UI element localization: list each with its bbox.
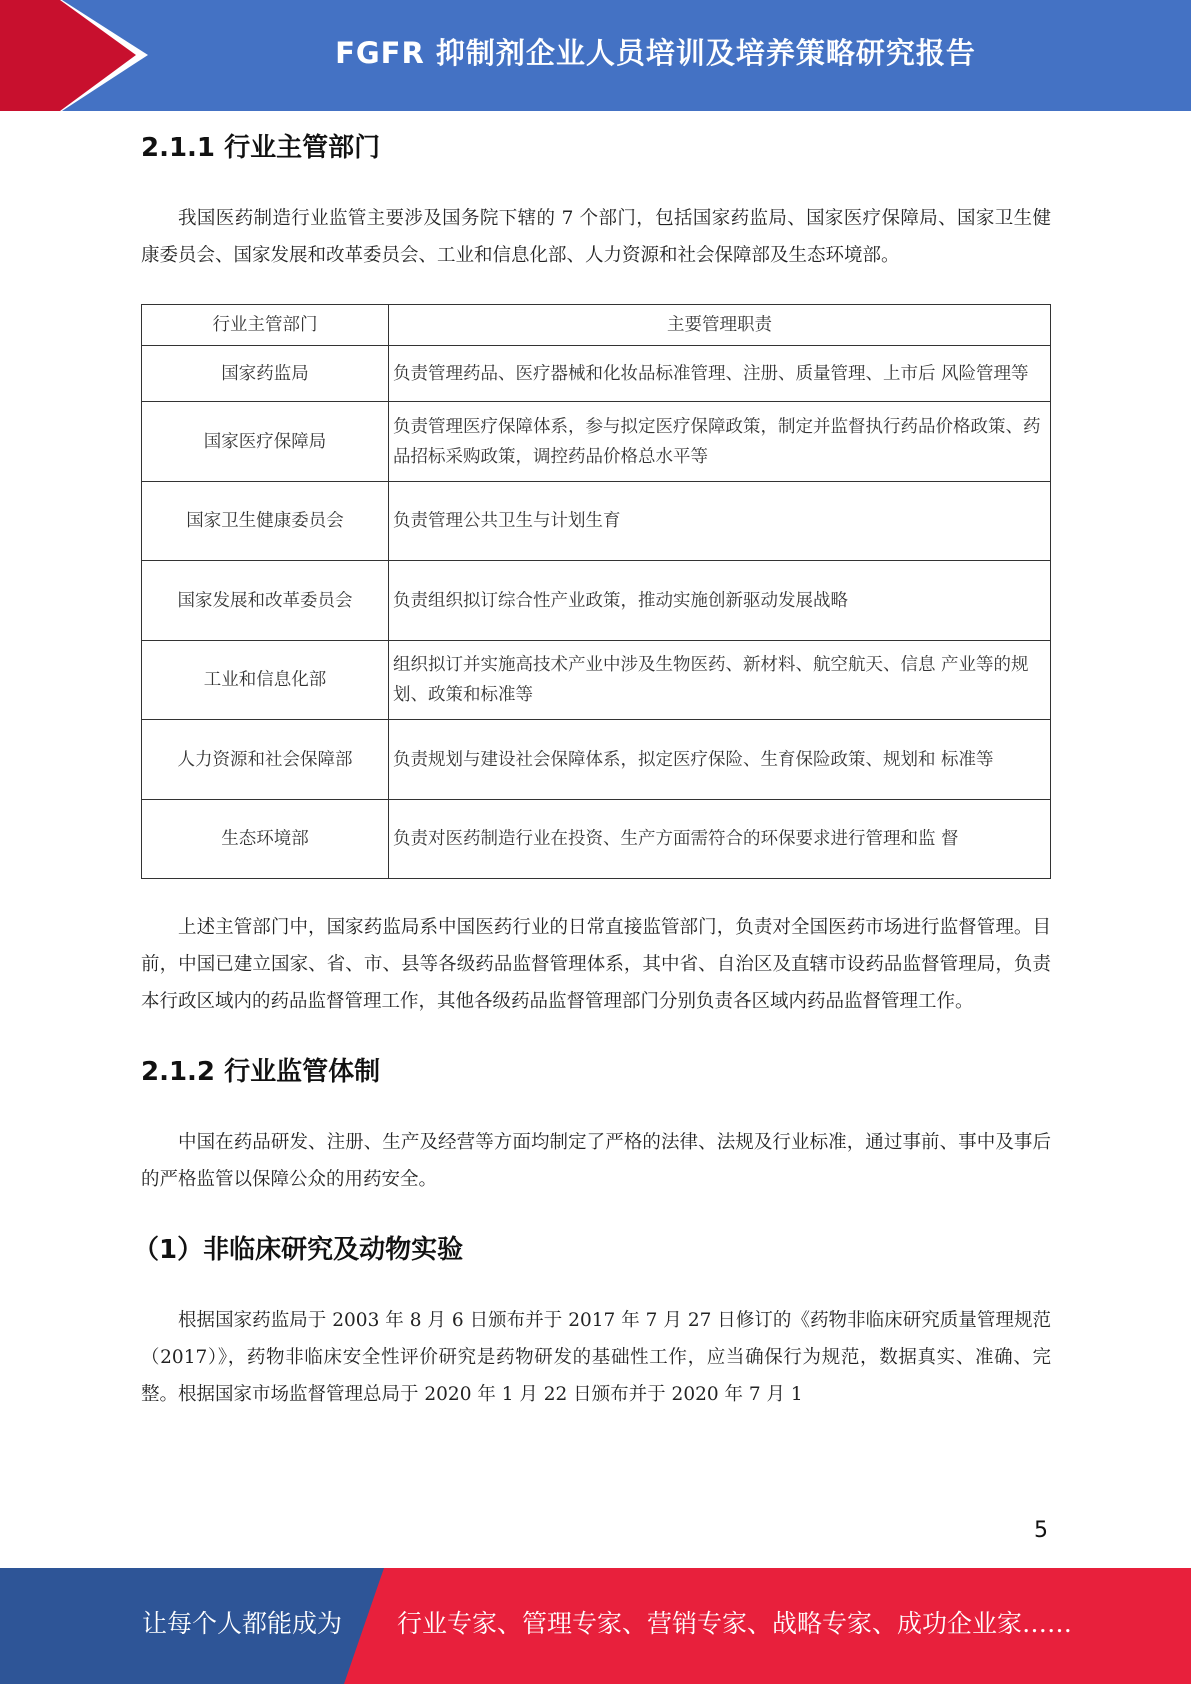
table-header-row [142, 305, 1051, 346]
table-cell-dept: 生态环境部 [142, 800, 389, 879]
table-header-dept: 行业主管部门 [142, 305, 389, 346]
page-number: 5 [1034, 1518, 1048, 1543]
footer-slogan-left: 让每个人都能成为 [142, 1609, 343, 1638]
table-header-duty: 主要管理职责 [389, 305, 1051, 346]
table-cell-duty: 负责组织拟订综合性产业政策，推动实施创新驱动发展战略 [389, 561, 1051, 641]
table-cell-dept: 人力资源和社会保障部 [142, 720, 389, 800]
table-cell-duty: 负责规划与建设社会保障体系，拟定医疗保险、生育保险政策、规划和 标准等 [389, 720, 1051, 800]
section-heading-2-1-2: 2.1.2 行业监管体制 [141, 1057, 381, 1087]
subsection-heading-nonclinical: （1）非临床研究及动物实验 [133, 1235, 464, 1265]
section-1-followup-paragraph: 上述主管部门中，国家药监局系中国医药行业的日常直接监管部门，负责对全国医药市场进行监督管理。目前，中国已建立国家、省、市、县等各级药品监督管理体系，其中省、自治区及直辖市设药品监督管理局，负责本行政区域内的药品监督管理工作，其他各级药品监督管理部门分别负责各区域内药品监督管理工作。 [141, 917, 1051, 1012]
table-row [142, 346, 1051, 402]
table-cell-dept: 工业和信息化部 [142, 641, 389, 720]
section-1-intro-paragraph: 我国医药制造行业监管主要涉及国务院下辖的 7 个部门，包括国家药监局、国家医疗保障局、国家卫生健康委员会、国家发展和改革委员会、工业和信息化部、人力资源和社会保障部及生态环境部。 [141, 208, 1051, 266]
table-cell-duty: 负责管理医疗保障体系，参与拟定医疗保障政策，制定并监督执行药品价格政策、药品招标采购政策，调控药品价格总水平等 [389, 402, 1051, 482]
table-row [142, 402, 1051, 482]
section-2-intro-paragraph: 中国在药品研发、注册、生产及经营等方面均制定了严格的法律、法规及行业标准，通过事前、事中及事后的严格监管以保障公众的用药安全。 [141, 1132, 1051, 1190]
page-header [0, 0, 1191, 111]
table-cell-duty: 负责管理药品、医疗器械和化妆品标准管理、注册、质量管理、上市后 风险管理等 [389, 346, 1051, 402]
document-body [133, 118, 1051, 1413]
table-row [142, 482, 1051, 561]
table-cell-dept: 国家卫生健康委员会 [142, 482, 389, 561]
table-cell-duty: 负责管理公共卫生与计划生育 [389, 482, 1051, 561]
table-cell-dept: 国家药监局 [142, 346, 389, 402]
table-row [142, 641, 1051, 720]
page-footer [0, 1568, 1191, 1684]
table-row [142, 720, 1051, 800]
table-cell-dept: 国家发展和改革委员会 [142, 561, 389, 641]
header-title: FGFR 抑制剂企业人员培训及培养策略研究报告 [335, 36, 976, 70]
table-row [142, 561, 1051, 641]
department-table [141, 304, 1051, 879]
table-cell-dept: 国家医疗保障局 [142, 402, 389, 482]
table-cell-duty: 负责对医药制造行业在投资、生产方面需符合的环保要求进行管理和监 督 [389, 800, 1051, 879]
subsection-1-paragraph: 根据国家药监局于 2003 年 8 月 6 日颁布并于 2017 年 7 月 27 日修订的《药物非临床研究质量管理规范（2017）》，药物非临床安全性评价研究是药物研发的基础性工作，应当确保行为规范，数据真实、准确、完整。根据国家市场监督管理总局于 2020 年 1 月 22 日颁布并于 2020 年 7 月 1 [141, 1310, 1051, 1405]
footer-slogan-right: 行业专家、管理专家、营销专家、战略专家、成功企业家…… [397, 1609, 1073, 1638]
table-row [142, 800, 1051, 879]
section-heading-2-1-1: 2.1.1 行业主管部门 [141, 133, 381, 163]
table-cell-duty: 组织拟订并实施高技术产业中涉及生物医药、新材料、航空航天、信息 产业等的规划、政策和标准等 [389, 641, 1051, 720]
